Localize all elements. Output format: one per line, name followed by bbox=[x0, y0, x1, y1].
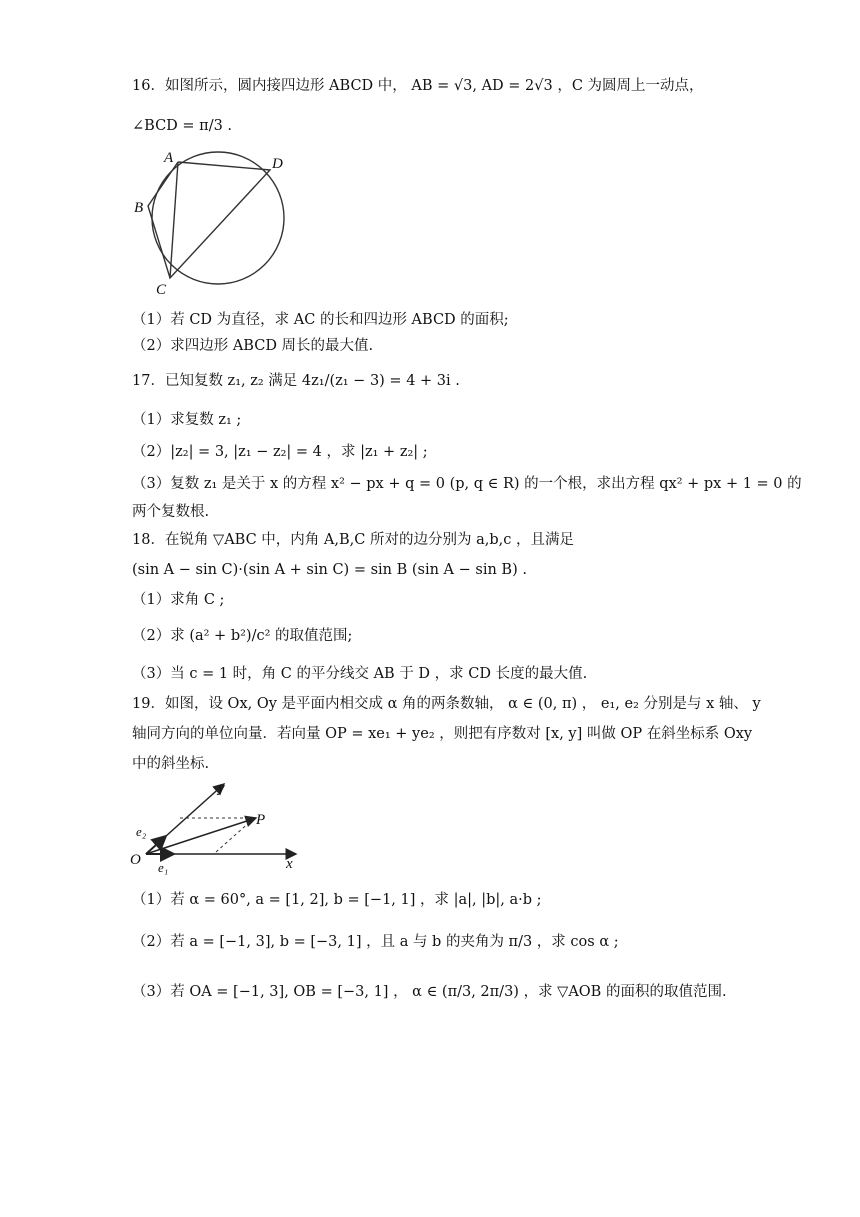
p17-question-3-cont: 两个复数根. bbox=[132, 504, 210, 520]
p19-question-2: （2）若 a = [−1, 3], b = [−3, 1] ，且 a 与 b 的夹角为 π/3 ，求 cos α ; bbox=[132, 934, 619, 950]
p19-statement-line2: 轴同方向的单位向量．若向量 OP = xe₁ + ye₂ ，则把有序数对 [x, y] 叫做 OP 在斜坐标系 Oxy bbox=[132, 726, 753, 742]
label-x: x bbox=[286, 856, 293, 872]
p18-statement-line2: (sin A − sin C)·(sin A + sin C) = sin B (sin A − sin B) . bbox=[132, 562, 527, 578]
p18-question-1: （1）求角 C ; bbox=[132, 592, 225, 608]
p17-question-2: （2）|z₂| = 3, |z₁ − z₂| = 4 ，求 |z₁ + z₂| ; bbox=[132, 444, 428, 460]
label-b: B bbox=[134, 200, 144, 216]
label-y: y bbox=[218, 780, 225, 796]
label-c: C bbox=[156, 282, 167, 296]
diagonal-ac bbox=[170, 162, 178, 278]
quadrilateral-abcd bbox=[148, 162, 270, 278]
p16-question-2: （2）求四边形 ABCD 周长的最大值. bbox=[132, 338, 374, 354]
p16-question-1: （1）若 CD 为直径，求 AC 的长和四边形 ABCD 的面积; bbox=[132, 312, 509, 328]
p19-question-3: （3）若 OA = [−1, 3], OB = [−3, 1] ， α ∈ (π/3, 2π/3) ，求 ▽AOB 的面积的取值范围. bbox=[132, 984, 727, 1000]
label-o: O bbox=[130, 852, 141, 868]
p19-statement-line1: 19．如图，设 Ox, Oy 是平面内相交成 α 角的两条数轴， α ∈ (0, π) ， e₁, e₂ 分别是与 x 轴、 y bbox=[132, 696, 761, 712]
p16-statement-line1: 16．如图所示，圆内接四边形 ABCD 中， AB = √3, AD = 2√3 ，C 为圆周上一动点， bbox=[132, 78, 704, 94]
p17-question-3: （3）复数 z₁ 是关于 x 的方程 x² − px + q = 0 (p, q ∈ R) 的一个根，求出方程 qx² + px + 1 = 0 的 bbox=[132, 476, 802, 492]
label-d: D bbox=[272, 156, 283, 172]
p18-question-2: （2）求 (a² + b²)/c² 的取值范围; bbox=[132, 628, 353, 644]
vector-op bbox=[146, 818, 256, 854]
p17-statement: 17．已知复数 z₁, z₂ 满足 4z₁/(z₁ − 3) = 4 + 3i . bbox=[132, 373, 460, 389]
p16-statement-line2: ∠BCD = π/3 . bbox=[132, 118, 233, 134]
p19-question-1: （1）若 α = 60°, a = [1, 2], b = [−1, 1] ，求 |a|, |b|, a·b ; bbox=[132, 892, 542, 908]
p18-question-3: （3）当 c = 1 时，角 C 的平分线交 AB 于 D ，求 CD 长度的最大值. bbox=[132, 666, 588, 682]
label-e1: e₁ bbox=[158, 860, 169, 875]
label-p: P bbox=[256, 812, 266, 828]
p16-figure bbox=[130, 146, 320, 296]
label-a: A bbox=[164, 150, 174, 166]
p17-question-1: （1）求复数 z₁ ; bbox=[132, 412, 242, 428]
label-e2: e₂ bbox=[136, 824, 147, 839]
p18-statement-line1: 18．在锐角 ▽ABC 中，内角 A,B,C 所对的边分别为 a,b,c ，且满足 bbox=[132, 532, 574, 548]
p19-figure bbox=[128, 776, 318, 876]
p19-statement-line3: 中的斜坐标. bbox=[132, 756, 210, 772]
